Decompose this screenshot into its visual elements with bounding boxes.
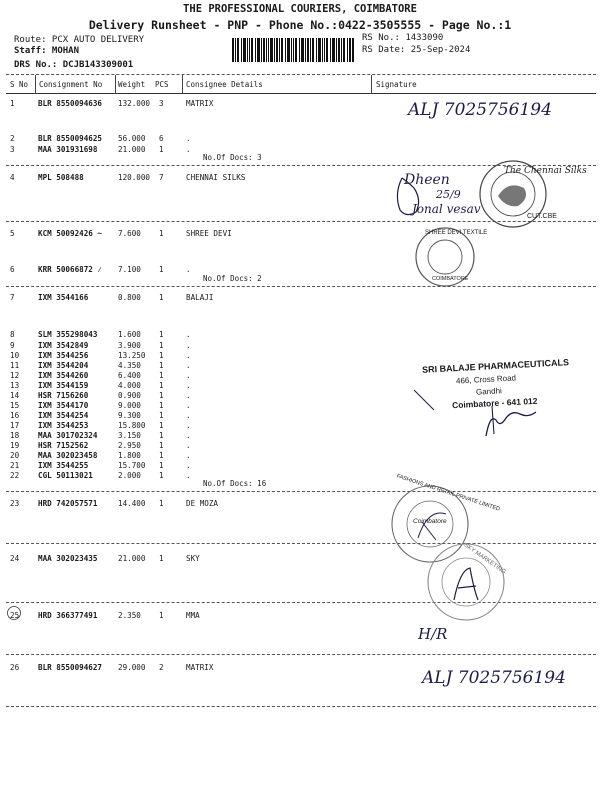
table-cell-cons: IXM 3544260 bbox=[38, 371, 89, 380]
table-cell-wt: 3.900 bbox=[118, 341, 141, 350]
col-divider bbox=[182, 75, 183, 93]
table-cell-cons: BLR 8550094636 bbox=[38, 99, 103, 108]
col-header-consignee: Consignee Details bbox=[186, 80, 263, 89]
group-separator bbox=[6, 286, 596, 287]
table-cell-wt: 7.600 bbox=[118, 229, 141, 238]
table-cell-wt: 21.000 bbox=[118, 554, 146, 563]
table-cell-cons: IXM 3544256 bbox=[38, 351, 89, 360]
table-cell-wt: 9.000 bbox=[118, 401, 141, 410]
table-cell-det: . bbox=[186, 391, 191, 400]
table-cell-pcs: 6 bbox=[159, 134, 164, 143]
table-cell-sno: 7 bbox=[10, 293, 15, 302]
table-cell-det: . bbox=[186, 471, 191, 480]
table-cell-cons: HRD 366377491 bbox=[38, 611, 98, 620]
table-cell-pcs: 1 bbox=[159, 471, 164, 480]
table-cell-det: . bbox=[186, 411, 191, 420]
staff-label: Staff: MOHAN bbox=[14, 46, 80, 56]
table-cell-sno: 13 bbox=[10, 381, 20, 390]
table-cell-det: . bbox=[186, 330, 191, 339]
col-header-consignment: Consignment No bbox=[39, 80, 103, 89]
rs-number: RS No.: 1433090 bbox=[362, 33, 444, 43]
table-cell-wt: 21.000 bbox=[118, 145, 146, 154]
table-cell-cons: IXM 3544254 bbox=[38, 411, 89, 420]
table-cell-pcs: 1 bbox=[159, 293, 164, 302]
table-cell-pcs: 1 bbox=[159, 229, 164, 238]
table-cell-cons: IXM 3544159 bbox=[38, 381, 89, 390]
col-header-weight: Weight bbox=[118, 80, 146, 89]
table-cell-sno: 14 bbox=[10, 391, 20, 400]
table-cell-det: . bbox=[186, 341, 191, 350]
table-cell-sno: 22 bbox=[10, 471, 20, 480]
table-cell-det: . bbox=[186, 381, 191, 390]
signature: H/R bbox=[418, 625, 448, 643]
table-cell-wt: 120.000 bbox=[118, 173, 151, 182]
doc-count: No.Of Docs: 3 bbox=[203, 153, 262, 162]
table-cell-cons: IXM 3544170 bbox=[38, 401, 89, 410]
drs-number: DRS No.: DCJB143309001 bbox=[14, 60, 134, 70]
table-cell-pcs: 1 bbox=[159, 554, 164, 563]
table-cell-pcs: 1 bbox=[159, 499, 164, 508]
signature: Dheen bbox=[404, 172, 450, 188]
row-number-circle bbox=[6, 605, 22, 621]
table-cell-sno: 19 bbox=[10, 441, 20, 450]
table-cell-pcs: 1 bbox=[159, 381, 164, 390]
table-cell-sno: 20 bbox=[10, 451, 20, 460]
table-cell-cons: KRR 50066872 ⁄ bbox=[38, 265, 102, 274]
table-cell-sno: 24 bbox=[10, 554, 20, 563]
table-cell-det: DE MOZA bbox=[186, 499, 219, 508]
table-cell-sno: 23 bbox=[10, 499, 20, 508]
table-cell-wt: 132.000 bbox=[118, 99, 151, 108]
sky-marketing-stamp bbox=[424, 540, 508, 624]
table-cell-cons: HSR 7152562 bbox=[38, 441, 89, 450]
col-header-sno: S No bbox=[10, 80, 29, 89]
table-cell-det: . bbox=[186, 431, 191, 440]
table-cell-wt: 6.400 bbox=[118, 371, 141, 380]
table-cell-pcs: 1 bbox=[159, 411, 164, 420]
table-cell-pcs: 1 bbox=[159, 451, 164, 460]
table-cell-cons: IXM 3544253 bbox=[38, 421, 89, 430]
table-cell-det: . bbox=[186, 421, 191, 430]
group-separator bbox=[6, 491, 596, 492]
signature-scribble-icon bbox=[392, 174, 428, 220]
table-cell-pcs: 1 bbox=[159, 441, 164, 450]
doc-count: No.Of Docs: 2 bbox=[203, 274, 262, 283]
table-cell-wt: 13.250 bbox=[118, 351, 146, 360]
table-cell-sno: 2 bbox=[10, 134, 15, 143]
table-cell-wt: 4.000 bbox=[118, 381, 141, 390]
table-cell-cons: IXM 3542849 bbox=[38, 341, 89, 350]
table-cell-sno: 16 bbox=[10, 411, 20, 420]
signature: ALJ 7025756194 bbox=[422, 668, 566, 688]
table-cell-wt: 1.800 bbox=[118, 451, 141, 460]
table-cell-cons: HSR 7156260 bbox=[38, 391, 89, 400]
table-cell-wt: 14.400 bbox=[118, 499, 146, 508]
table-cell-wt: 1.600 bbox=[118, 330, 141, 339]
barcode bbox=[232, 38, 354, 62]
table-cell-wt: 2.350 bbox=[118, 611, 141, 620]
table-cell-wt: 0.900 bbox=[118, 391, 141, 400]
signature: 25/9 bbox=[436, 188, 461, 201]
table-cell-pcs: 1 bbox=[159, 421, 164, 430]
stamp-text: Coimbatore - 641 012 bbox=[451, 395, 538, 411]
table-cell-wt: 3.150 bbox=[118, 431, 141, 440]
stamp-text: SHREE DEVI TEXTILE bbox=[425, 230, 488, 236]
table-cell-cons: CGL 50113021 bbox=[38, 471, 93, 480]
route-label: Route: PCX AUTO DELIVERY bbox=[14, 35, 145, 45]
stamp-text: COIMBATORE bbox=[432, 276, 469, 282]
table-cell-det: . bbox=[186, 441, 191, 450]
table-cell-sno: 11 bbox=[10, 361, 20, 370]
table-cell-pcs: 1 bbox=[159, 401, 164, 410]
rs-date: RS Date: 25-Sep-2024 bbox=[362, 45, 471, 55]
table-cell-det: . bbox=[186, 145, 191, 154]
table-cell-cons: SLM 355298043 bbox=[38, 330, 98, 339]
table-cell-det: . bbox=[186, 451, 191, 460]
table-cell-sno: 4 bbox=[10, 173, 15, 182]
table-cell-cons: MAA 302023458 bbox=[38, 451, 98, 460]
table-cell-cons: MAA 302023435 bbox=[38, 554, 98, 563]
table-cell-det: . bbox=[186, 461, 191, 470]
table-cell-det: MATRIX bbox=[186, 99, 214, 108]
table-cell-sno: 6 bbox=[10, 265, 15, 274]
table-cell-det: . bbox=[186, 265, 191, 274]
col-header-pcs: PCS bbox=[155, 80, 169, 89]
table-cell-cons: MAA 301702324 bbox=[38, 431, 98, 440]
group-separator bbox=[6, 654, 596, 655]
stamp-text: SKY MARKETING bbox=[462, 542, 507, 576]
table-cell-det: SKY bbox=[186, 554, 200, 563]
company-name: THE PROFESSIONAL COURIERS, COIMBATORE bbox=[183, 3, 417, 15]
stamp-text: 466, Cross Road bbox=[455, 373, 517, 386]
table-cell-wt: 56.000 bbox=[118, 134, 146, 143]
signature: Jonal vesav bbox=[412, 202, 481, 216]
table-cell-sno: 17 bbox=[10, 421, 20, 430]
table-cell-sno: 10 bbox=[10, 351, 20, 360]
stamp-text: CUT.CBE bbox=[527, 213, 557, 220]
table-cell-pcs: 7 bbox=[159, 173, 164, 182]
table-cell-sno: 26 bbox=[10, 663, 20, 672]
table-cell-wt: 7.100 bbox=[118, 265, 141, 274]
table-cell-pcs: 1 bbox=[159, 361, 164, 370]
header-top-rule bbox=[6, 74, 596, 75]
table-cell-det: . bbox=[186, 361, 191, 370]
table-cell-wt: 29.000 bbox=[118, 663, 146, 672]
table-cell-det: CHENNAI SILKS bbox=[186, 173, 246, 182]
header-bottom-rule bbox=[6, 93, 596, 94]
col-divider bbox=[35, 75, 36, 93]
table-cell-cons: KCM 50092426 ~ bbox=[38, 229, 103, 238]
signature: ALJ 7025756194 bbox=[408, 100, 552, 120]
table-cell-sno: 15 bbox=[10, 401, 20, 410]
table-cell-cons: HRD 742057571 bbox=[38, 499, 98, 508]
table-cell-pcs: 1 bbox=[159, 145, 164, 154]
table-cell-pcs: 3 bbox=[159, 99, 164, 108]
col-divider bbox=[371, 75, 372, 93]
table-cell-cons: IXM 3544204 bbox=[38, 361, 89, 370]
table-cell-pcs: 2 bbox=[159, 663, 164, 672]
table-cell-pcs: 1 bbox=[159, 391, 164, 400]
table-cell-wt: 2.950 bbox=[118, 441, 141, 450]
table-cell-sno: 9 bbox=[10, 341, 15, 350]
table-cell-det: BALAJI bbox=[186, 293, 214, 302]
table-cell-sno: 25 bbox=[10, 611, 20, 620]
table-cell-cons: BLR 8550094627 bbox=[38, 663, 103, 672]
table-cell-cons: IXM 3544255 bbox=[38, 461, 89, 470]
table-cell-det: . bbox=[186, 351, 191, 360]
table-cell-sno: 5 bbox=[10, 229, 15, 238]
table-cell-sno: 3 bbox=[10, 145, 15, 154]
table-cell-sno: 12 bbox=[10, 371, 20, 380]
table-cell-det: . bbox=[186, 371, 191, 380]
table-cell-sno: 8 bbox=[10, 330, 15, 339]
table-cell-pcs: 1 bbox=[159, 351, 164, 360]
runsheet-title: Delivery Runsheet - PNP - Phone No.:0422-3505555 - Page No.:1 bbox=[88, 18, 512, 32]
table-cell-wt: 15.700 bbox=[118, 461, 146, 470]
table-cell-det: . bbox=[186, 401, 191, 410]
table-cell-pcs: 1 bbox=[159, 330, 164, 339]
table-cell-cons: IXM 3544166 bbox=[38, 293, 89, 302]
table-cell-pcs: 1 bbox=[159, 611, 164, 620]
table-cell-wt: 2.000 bbox=[118, 471, 141, 480]
table-cell-wt: 15.800 bbox=[118, 421, 146, 430]
stamp-text: Gandhi bbox=[475, 386, 503, 397]
table-cell-sno: 1 bbox=[10, 99, 15, 108]
table-cell-det: SHREE DEVI bbox=[186, 229, 232, 238]
table-cell-wt: 0.800 bbox=[118, 293, 141, 302]
stamp-text: SRI BALAJE PHARMACEUTICALS bbox=[421, 357, 570, 375]
table-cell-cons: MAA 301931698 bbox=[38, 145, 98, 154]
stamp-text: The Chennai Silks bbox=[504, 166, 587, 176]
table-cell-cons: MPL 508488 bbox=[38, 173, 84, 182]
stamp-text: Coimbatore bbox=[413, 518, 447, 525]
table-cell-pcs: 1 bbox=[159, 371, 164, 380]
stamp-text: FASHIONS AND RETAIL PRIVATE LIMITED bbox=[395, 473, 501, 513]
table-cell-det: MATRIX bbox=[186, 663, 214, 672]
col-header-signature: Signature bbox=[376, 80, 417, 89]
table-cell-pcs: 1 bbox=[159, 461, 164, 470]
group-separator bbox=[6, 706, 596, 707]
table-cell-det: . bbox=[186, 134, 191, 143]
signature-scribble-icon bbox=[410, 384, 560, 442]
col-divider bbox=[115, 75, 116, 93]
table-cell-pcs: 1 bbox=[159, 265, 164, 274]
table-cell-wt: 9.300 bbox=[118, 411, 141, 420]
table-cell-sno: 18 bbox=[10, 431, 20, 440]
table-cell-pcs: 1 bbox=[159, 431, 164, 440]
doc-count: No.Of Docs: 16 bbox=[203, 479, 267, 488]
table-cell-sno: 21 bbox=[10, 461, 20, 470]
table-cell-pcs: 1 bbox=[159, 341, 164, 350]
table-cell-wt: 4.350 bbox=[118, 361, 141, 370]
table-cell-det: MMA bbox=[186, 611, 200, 620]
table-cell-cons: BLR 8550094625 bbox=[38, 134, 103, 143]
